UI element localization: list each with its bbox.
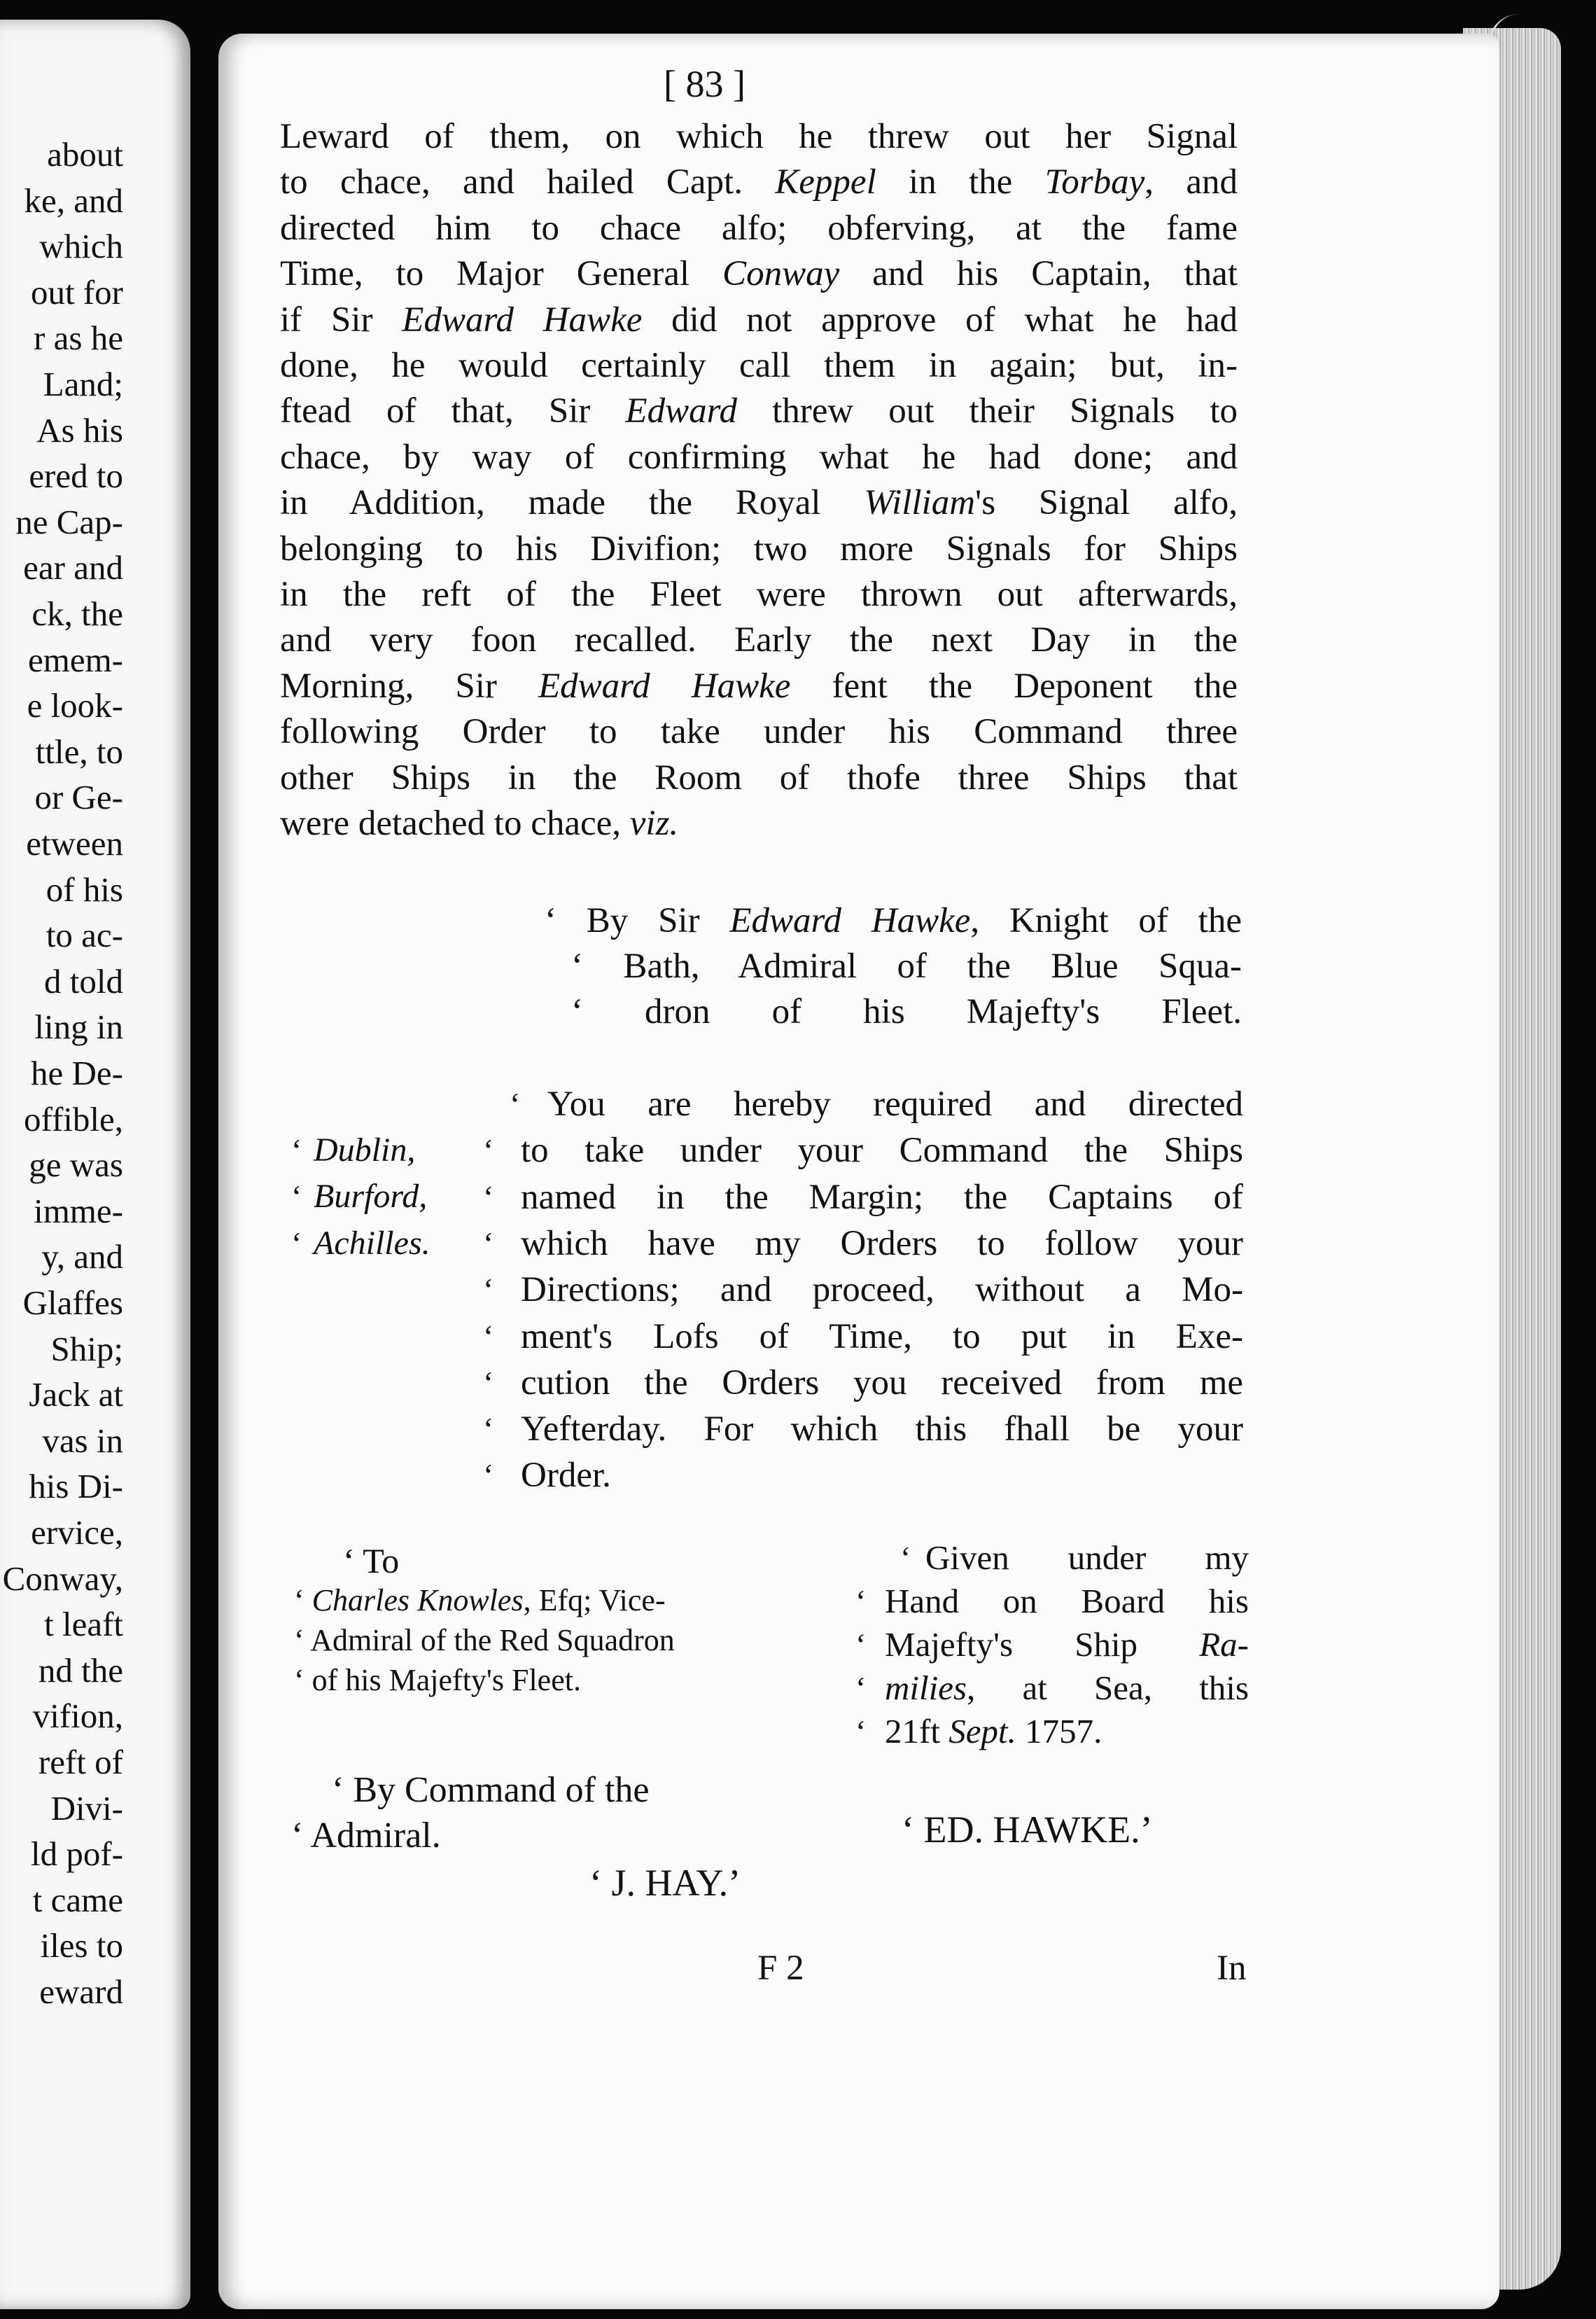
margin-ship	[314, 1130, 415, 1171]
body-line: in the reft of the Fleet were thrown out afterwards,	[280, 575, 1238, 614]
left-page-line: Jack at	[29, 1375, 123, 1414]
quote-mark: ‘	[291, 1178, 302, 1215]
quote-mark: ‘	[483, 1272, 494, 1308]
order-line: Order.	[521, 1456, 611, 1496]
order-line: to take under your Command the Ships	[521, 1131, 1243, 1171]
order-line: named in the Margin; the Captains of	[521, 1177, 1243, 1217]
quote-mark: ‘	[483, 1225, 494, 1261]
page-number-header: [ 83 ]	[664, 63, 746, 105]
order-line: You are hereby required and directed	[547, 1085, 1243, 1124]
by-command-line: ‘ Admiral.	[291, 1816, 441, 1855]
left-page-line: emem-	[27, 640, 123, 679]
signature-hawke: ‘ ED. HAWKE.’	[902, 1809, 1153, 1851]
body-line: done, he would certainly call them in again; but, in-	[280, 346, 1238, 385]
left-page-line: ck, the	[31, 594, 123, 633]
left-page-line: t leaft	[44, 1605, 123, 1644]
quote-mark: ‘	[900, 1540, 911, 1575]
body-line: following Order to take under his Command three	[280, 712, 1238, 752]
italic-text: Keppel	[775, 162, 876, 202]
given-line: Majefty's Ship Ra-	[885, 1625, 1249, 1664]
quote-mark: ‘	[483, 1318, 494, 1354]
italic-text: Ra-	[1199, 1625, 1249, 1664]
left-page-line: e look-	[27, 686, 123, 725]
italic-text: Edward Hawke	[538, 666, 791, 706]
left-page-line: d told	[44, 961, 123, 1001]
italic-text: Edward Hawke	[402, 300, 643, 340]
left-page-line: which	[39, 227, 123, 266]
left-page-line: offible,	[24, 1099, 123, 1138]
margin-ship	[314, 1176, 427, 1217]
italic-text: Sept.	[948, 1712, 1016, 1750]
order-heading-line: ‘ dron of his Majefty's Fleet.	[571, 992, 1242, 1031]
quote-mark: ‘	[483, 1178, 494, 1215]
italic-text: milies	[885, 1669, 967, 1707]
body-line: chace, by way of confirming what he had done; and	[280, 437, 1238, 477]
given-line: Given under my	[925, 1538, 1249, 1577]
given-line: 21ft Sept. 1757.	[885, 1712, 1102, 1750]
quote-mark: ‘	[855, 1583, 867, 1619]
italic-text: Conway	[722, 254, 840, 294]
quote-mark: ‘	[291, 1132, 302, 1168]
quote-mark: ‘	[483, 1132, 494, 1169]
left-page-line: out for	[31, 272, 123, 312]
italic-text: Torbay	[1044, 162, 1145, 202]
left-page-line: to ac-	[46, 916, 123, 955]
body-line: other Ships in the Room of thofe three Ships that	[280, 758, 1238, 798]
order-line: cution the Orders you received from me	[521, 1363, 1243, 1402]
signature-hay: ‘ J. HAY.’	[589, 1862, 741, 1904]
left-page-line: nd the	[38, 1650, 123, 1690]
body-line: to chace, and hailed Capt. Keppel in the Torbay, and	[280, 162, 1238, 202]
left-page-line: ear and	[23, 548, 123, 587]
left-page-line: ne Cap-	[15, 502, 123, 541]
left-page-line: eward	[39, 1972, 123, 2011]
left-page-line: y, and	[41, 1237, 123, 1276]
left-page-line: iles to	[40, 1926, 123, 1965]
quote-mark: ‘	[855, 1670, 867, 1706]
italic-text: Edward Hawke	[729, 901, 971, 940]
order-heading-line: ‘ By Sir Edward Hawke, Knight of the	[545, 901, 1242, 940]
left-page-line: Divi-	[50, 1788, 123, 1827]
addressee-line: ‘ To	[343, 1541, 400, 1580]
addressee-line: ‘ Admiral of the Red Squadron	[294, 1623, 675, 1657]
left-page-line: of his	[46, 870, 123, 909]
left-page-line: ervice,	[31, 1513, 123, 1552]
left-page-line: etween	[26, 824, 123, 863]
left-page-line: ld pof-	[31, 1834, 123, 1874]
quote-mark: ‘	[291, 1225, 302, 1261]
body-line: directed him to chace alfo; obferving, at the fame	[280, 208, 1238, 248]
by-command-line: ‘ By Command of the	[332, 1770, 650, 1810]
left-page-line: t came	[32, 1880, 123, 1919]
order-line: Directions; and proceed, without a Mo-	[521, 1270, 1243, 1310]
left-page-line: his Di-	[29, 1467, 123, 1506]
addressee-name: Charles Knowles	[312, 1583, 524, 1617]
body-line: in Addition, made the Royal William's Signal alfo,	[280, 483, 1238, 523]
addressee-line: ‘ of his Majefty's Fleet.	[294, 1663, 581, 1697]
left-page-line: ling in	[34, 1008, 123, 1047]
body-line: were detached to chace, viz.	[280, 804, 679, 843]
given-line: milies, at Sea, this	[885, 1669, 1249, 1707]
left-page-line: ttle, to	[35, 732, 123, 771]
left-page-line: Land;	[43, 365, 123, 403]
left-page-line: ered to	[29, 457, 123, 496]
order-line: ment's Lofs of Time, to put in Exe-	[521, 1316, 1243, 1356]
left-page-line: about	[47, 135, 123, 174]
left-page-line: imme-	[34, 1191, 123, 1230]
margin-ship	[314, 1223, 430, 1264]
left-page-line: or Ge-	[34, 778, 123, 817]
ship-name: Burford,	[314, 1178, 428, 1216]
left-page-line: he De-	[31, 1054, 123, 1092]
left-page-line: Glaffes	[22, 1283, 123, 1322]
given-line: Hand on Board his	[885, 1582, 1249, 1620]
left-page-line: ge was	[29, 1145, 123, 1185]
italic-text: viz.	[629, 804, 679, 843]
quote-mark: ‘	[855, 1627, 867, 1662]
addressee-line: ‘ Charles Knowles, Efq; Vice-	[294, 1583, 666, 1617]
quote-mark: ‘	[510, 1086, 521, 1122]
left-page-line: Ship;	[50, 1329, 123, 1368]
body-line: and very foon recalled. Early the next Day in the	[280, 620, 1238, 660]
ship-name: Dublin,	[314, 1131, 416, 1169]
body-line: ftead of that, Sir Edward threw out their Signals to	[280, 391, 1238, 431]
left-page-line: As his	[36, 410, 123, 450]
body-line: if Sir Edward Hawke did not approve of what he had	[280, 300, 1238, 340]
quote-mark: ‘	[483, 1411, 494, 1447]
order-line: Yefterday. For which this fhall be your	[521, 1409, 1243, 1449]
left-page-line: vifion,	[32, 1697, 123, 1736]
body-line: Leward of them, on which he threw out her Signal	[280, 117, 1238, 156]
italic-text: Edward	[625, 391, 738, 431]
italic-text: William	[864, 483, 976, 523]
left-page-line: ke, and	[24, 181, 123, 220]
left-page-line: r as he	[34, 319, 123, 358]
ship-name: Achilles.	[314, 1224, 430, 1262]
quote-mark: ‘	[855, 1713, 867, 1749]
body-line: belonging to his Divifion; two more Signals for Ships	[280, 529, 1238, 569]
catchword: In	[1217, 1949, 1247, 1988]
order-line: which have my Orders to follow your	[521, 1223, 1243, 1263]
left-page-line: Conway,	[2, 1559, 123, 1598]
left-page-line: vas in	[42, 1421, 123, 1460]
body-line: Time, to Major General Conway and his Captain, that	[280, 254, 1238, 294]
body-line: Morning, Sir Edward Hawke fent the Deponent the	[280, 666, 1238, 706]
left-page-line: reft of	[38, 1743, 123, 1781]
signature-mark: F 2	[757, 1949, 804, 1988]
quote-mark: ‘	[483, 1457, 494, 1493]
quote-mark: ‘	[483, 1364, 494, 1400]
order-heading-line: ‘ Bath, Admiral of the Blue Squa-	[571, 947, 1242, 986]
